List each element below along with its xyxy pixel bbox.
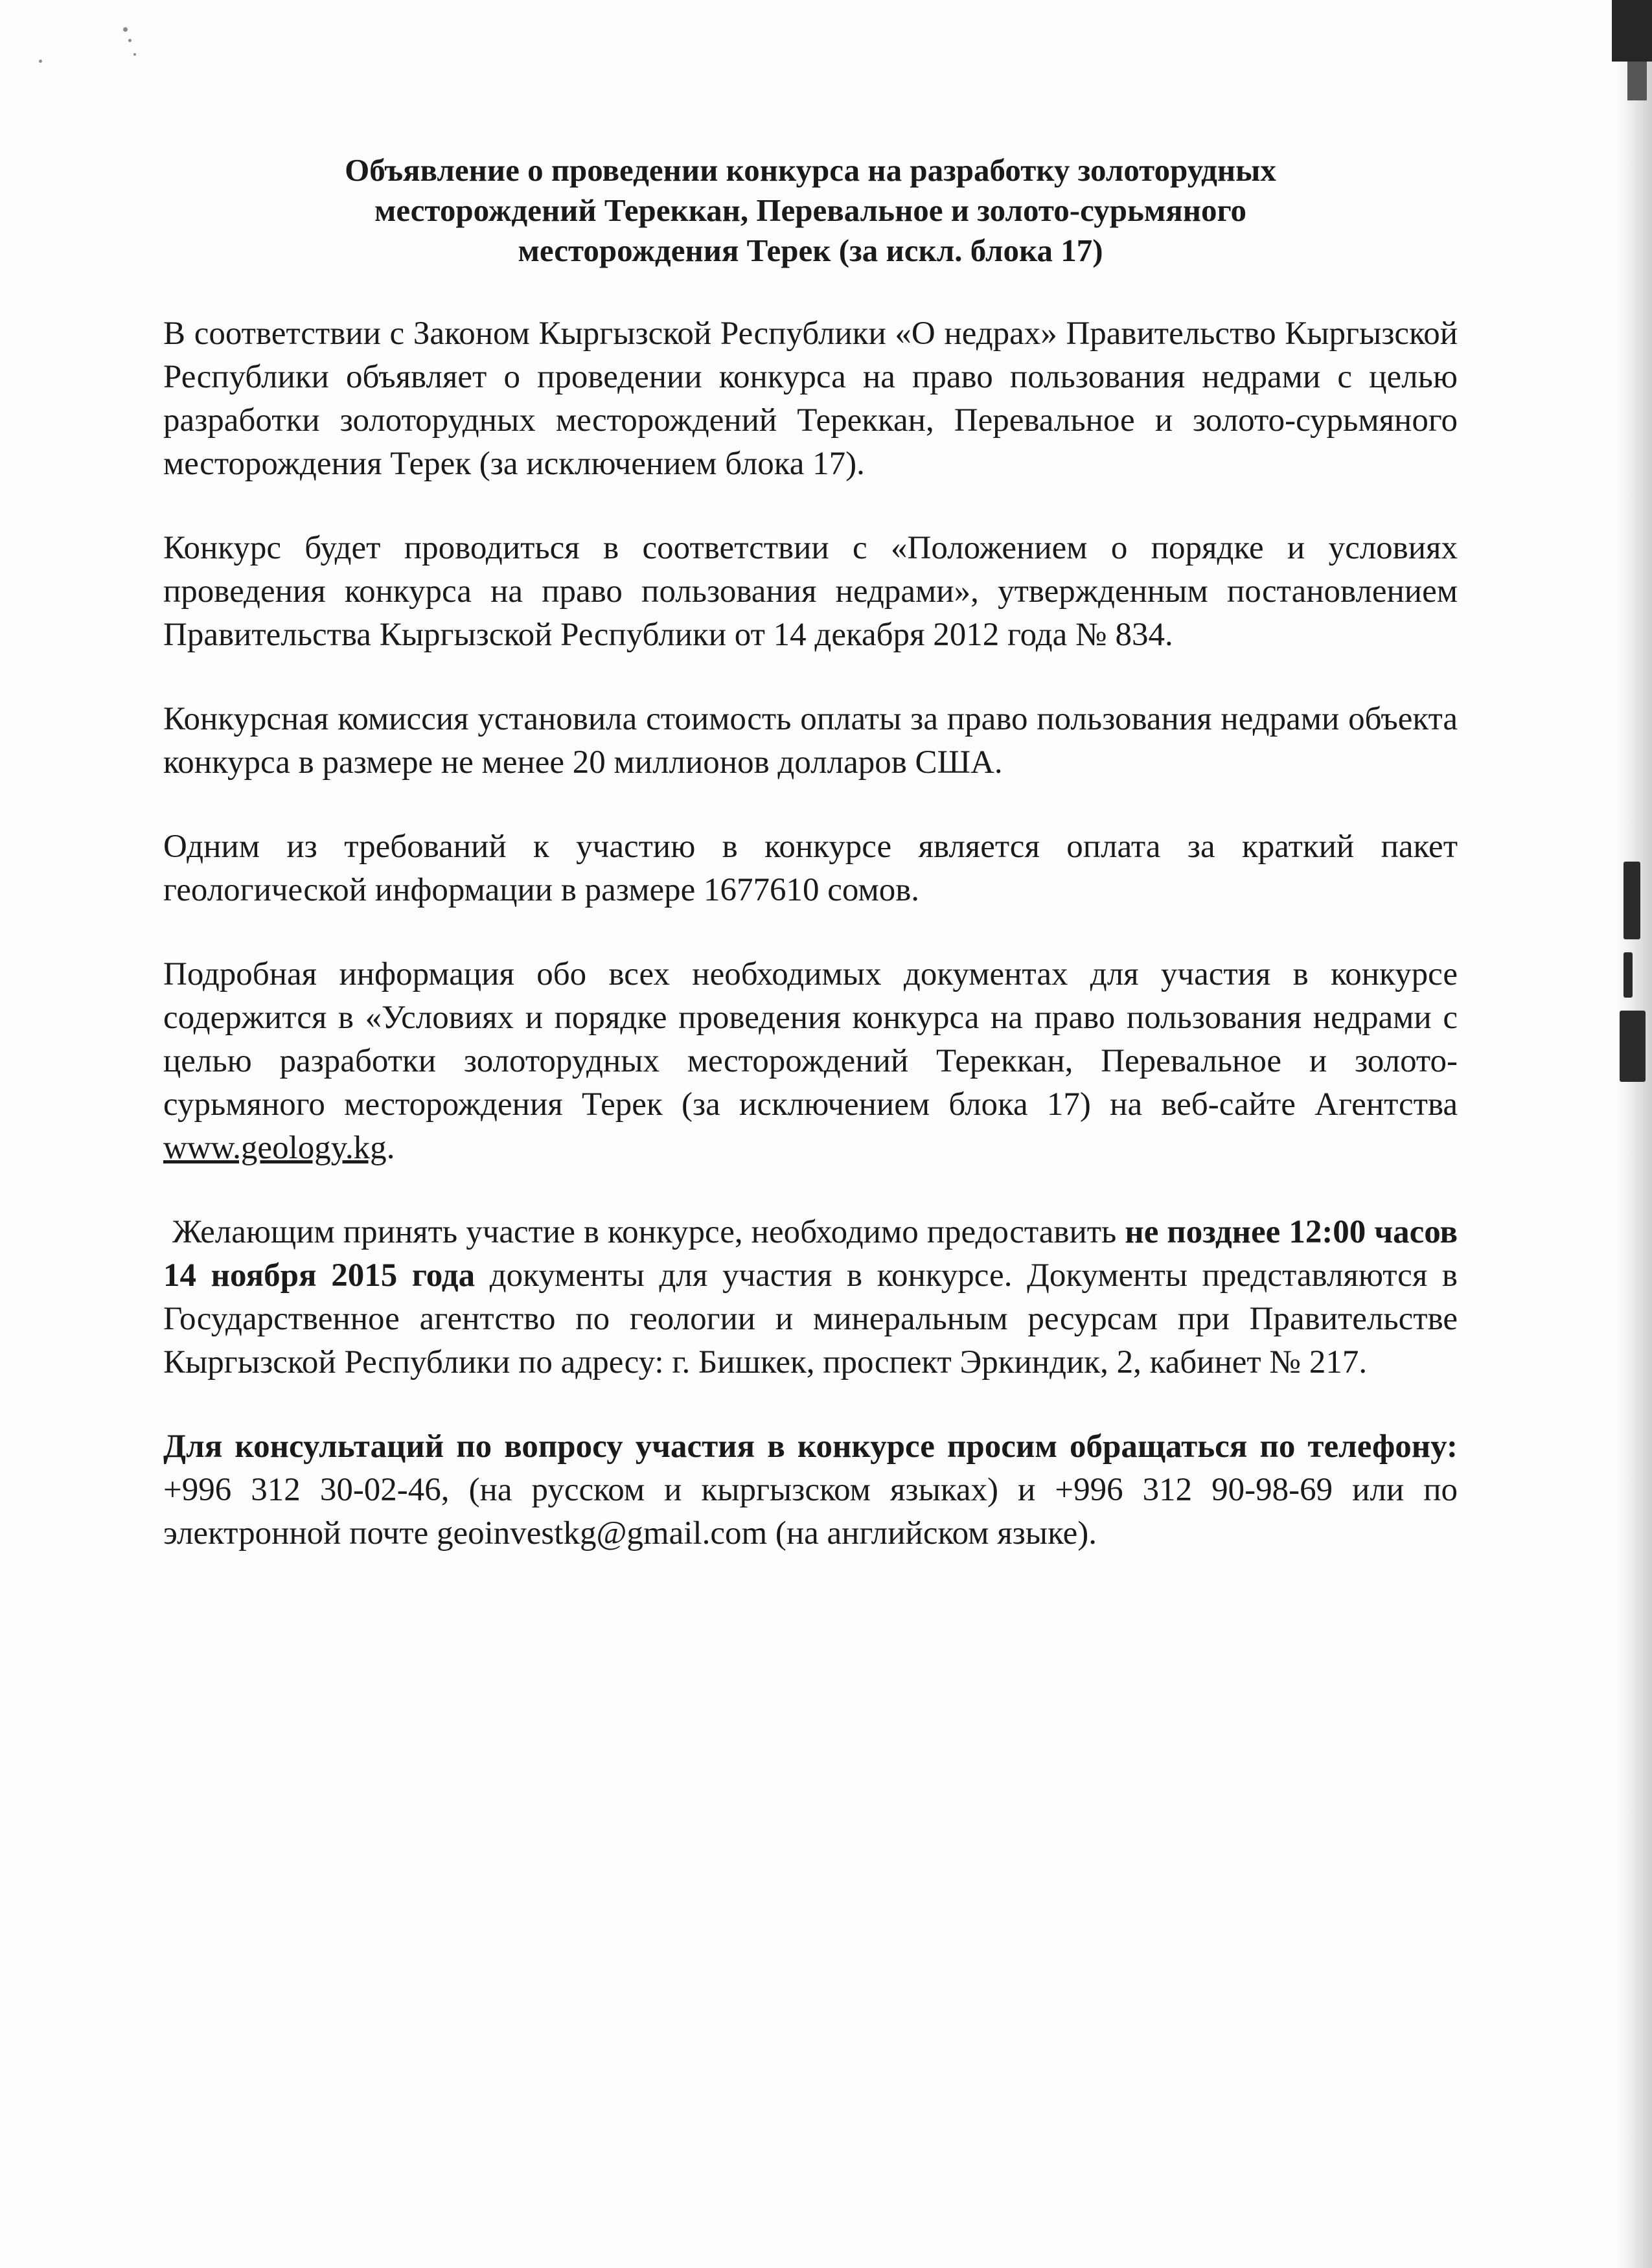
paragraph-law: В соответствии с Законом Кыргызской Республики «О недрах» Правительство Кыргызской Республики объявляет о проведении конкурса на право пользования недрами с целью разработки золоторудных месторождений Тереккан, Перевальное и золото-сурьмяного месторождения Терек (за исключением блока 17). bbox=[163, 315, 1458, 482]
scan-tear-mark bbox=[1620, 1011, 1646, 1082]
paragraph-contacts bbox=[163, 1425, 1458, 1555]
paragraph-details bbox=[163, 953, 1458, 1170]
scan-speck bbox=[39, 60, 42, 63]
scan-edge-mark bbox=[1627, 62, 1647, 100]
document-title bbox=[163, 150, 1458, 271]
paragraph-deadline bbox=[163, 1211, 1458, 1384]
title-line: месторождений Тереккан, Перевальное и золото-сурьмяного bbox=[374, 192, 1247, 228]
title-line: месторождения Терек (за искл. блока 17) bbox=[518, 233, 1103, 268]
scan-speck bbox=[133, 53, 136, 56]
scan-speck bbox=[123, 27, 128, 32]
paragraph-regulation: Конкурс будет проводиться в соответствии с «Положением о порядке и условиях проведения конкурса на право пользования недрами», утвержденным постановлением Правительства Кыргызской Республики от 14 декабря 2012 года № 834. bbox=[163, 530, 1458, 653]
scan-speck bbox=[128, 39, 132, 42]
paragraph-fee: Конкурсная комиссия установила стоимость оплаты за право пользования недрами объекта конкурса в размере не менее 20 миллионов долларов США. bbox=[163, 701, 1458, 781]
details-end: . bbox=[386, 1130, 395, 1166]
deadline-date: не позднее 12:00 часов 14 ноября 2015 года bbox=[163, 1214, 1458, 1294]
scan-tear-mark bbox=[1623, 952, 1633, 998]
scan-tear-mark bbox=[1623, 862, 1640, 939]
title-line: Объявление о проведении конкурса на разработку золоторудных bbox=[345, 152, 1276, 188]
deadline-intro: Желающим принять участие в конкурсе, необходимо предоставить bbox=[172, 1214, 1125, 1250]
details-text: Подробная информация обо всех необходимых документах для участия в конкурсе содержится в «Условиях и порядке проведения конкурса на право пользования недрами с целью разработки золоторудных месторождений Тереккан, Перевальное и золото-сурьмяного месторождения Терек (за исключением блока 17) на веб-сайте Агентства bbox=[163, 956, 1458, 1123]
scan-edge-mark bbox=[1612, 0, 1652, 62]
document-body bbox=[163, 150, 1458, 1596]
website-link[interactable]: www.geology.kg bbox=[163, 1130, 387, 1166]
deadline-address: документы для участия в конкурсе. Документы представляются в Государственное агентство по геологии и минеральным ресурсам при Правительстве Кыргызской Республики по адресу: г. Бишкек, проспект Эркиндик, 2, кабинет № 217. bbox=[163, 1257, 1458, 1380]
scan-edge-shadow bbox=[1614, 0, 1652, 2268]
paragraph-geo-package: Одним из требований к участию в конкурсе является оплата за краткий пакет геологической информации в размере 1677610 сомов. bbox=[163, 829, 1458, 908]
contacts-text: +996 312 30-02-46, (на русском и кыргызском языках) и +996 312 90-98-69 или по электронной почте geoinvestkg@gmail.com (на английском языке). bbox=[163, 1472, 1458, 1552]
contacts-heading: Для консультаций по вопросу участия в конкурсе просим обращаться по телефону: bbox=[163, 1428, 1458, 1465]
